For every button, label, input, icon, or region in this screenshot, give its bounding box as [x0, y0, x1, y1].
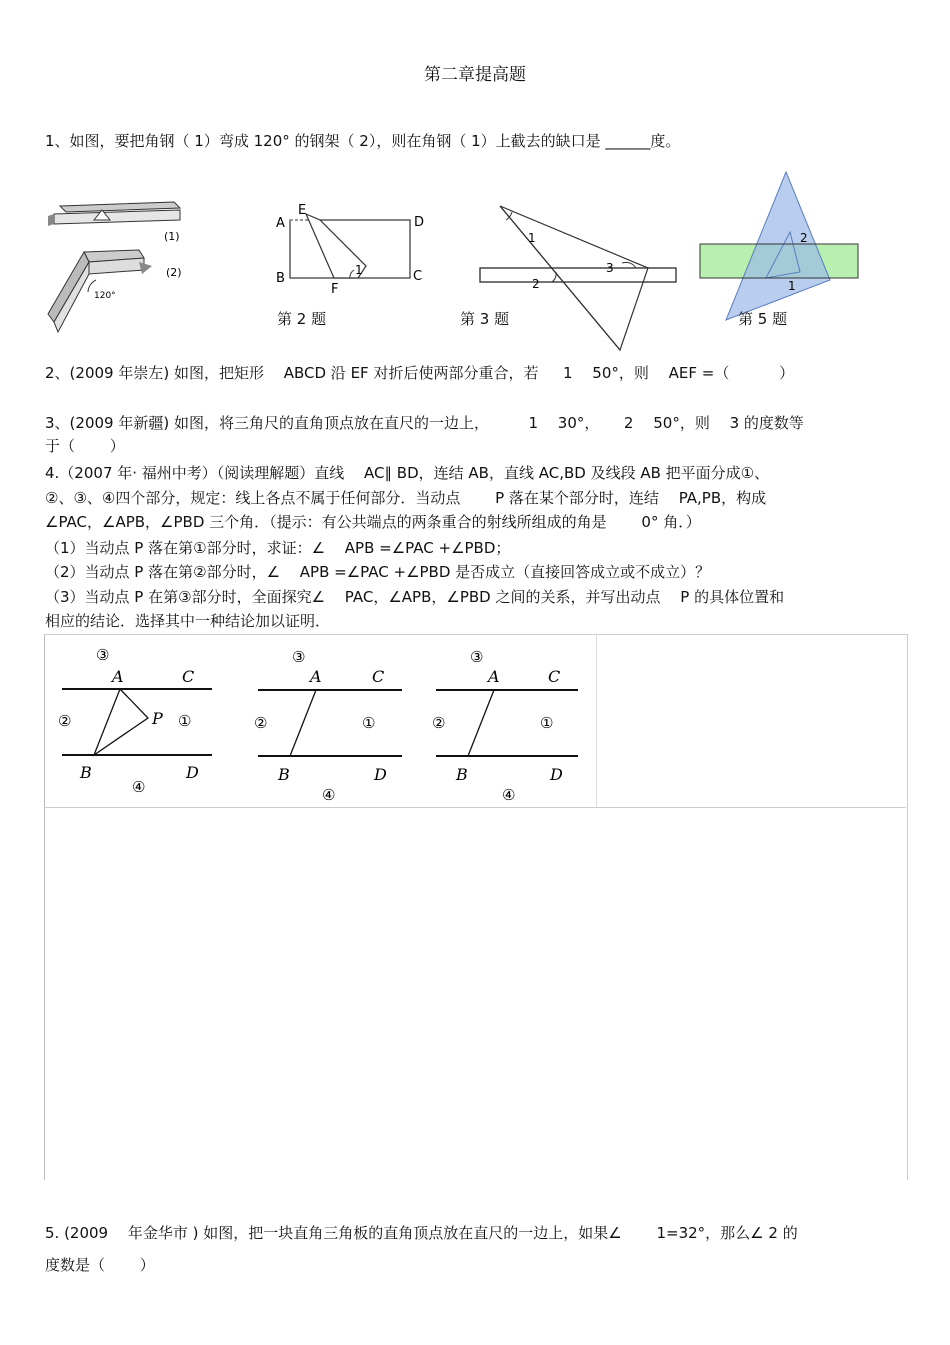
question-4-sub-1: （1）当动点 P 落在第①部分时，求证：∠ APB =∠PAC +∠PBD； — [45, 539, 511, 557]
question-4-line-2: ②、③、④四个部分，规定：线上各点不属于任何部分．当动点 P 落在某个部分时，连结 PA,PB，构成 — [45, 489, 767, 507]
answer-box-divider — [44, 807, 906, 808]
fig2-caption: 第 2 题 — [277, 310, 327, 328]
fig5-caption: 第 5 题 — [738, 310, 788, 328]
fig2-F: F — [331, 282, 339, 297]
question-4-sub-3b: 相应的结论．选择其中一种结论加以证明． — [45, 612, 331, 630]
question-5-line-1: 5. (2009 年金华市 ) 如图，把一块直角三角板的直角顶点放在直尺的一边上，如果∠ 1=32°，那么∠ 2 的 — [45, 1224, 798, 1242]
fig2-A: A — [276, 216, 285, 231]
fig3-angle-2: 2 — [532, 277, 540, 291]
fig4b-A: A — [310, 667, 322, 686]
fig4c-region-3: ③ — [470, 648, 484, 666]
fig4a-A: A — [112, 667, 124, 686]
fig2-E: E — [298, 203, 307, 218]
question-1: 1、如图，要把角钢（ 1）弯成 120° 的钢架（ 2），则在角钢（ 1）上截去的缺口是 ______度。 — [45, 132, 681, 150]
fig4b-C: C — [372, 667, 385, 686]
fig3-caption: 第 3 题 — [460, 310, 510, 328]
figure-4a-region-1 — [52, 640, 222, 800]
fig4c-C: C — [548, 667, 561, 686]
figure-3-triangle-ruler — [476, 200, 686, 355]
fig4a-region-1: ① — [178, 712, 192, 730]
fig3-angle-3: 3 — [606, 261, 614, 275]
fig4a-region-2: ② — [58, 712, 72, 730]
fig4c-region-1: ① — [540, 714, 554, 732]
fig4c-region-2: ② — [432, 714, 446, 732]
question-4-sub-2: （2）当动点 P 落在第②部分时，∠ APB =∠PAC +∠PBD 是否成立（直接回答成立或不成立）？ — [45, 563, 711, 581]
fig4a-region-4: ④ — [132, 778, 146, 796]
fig4b-region-2: ② — [254, 714, 268, 732]
fig2-B: B — [276, 271, 285, 286]
fig4a-B: B — [80, 763, 92, 782]
fig2-D: D — [414, 215, 425, 230]
fig4a-C: C — [182, 667, 195, 686]
figure-cell-divider — [596, 634, 597, 807]
fig4c-A: A — [488, 667, 500, 686]
fig5-angle-1: 1 — [788, 279, 796, 293]
fig1-label-2: (2) — [166, 266, 182, 279]
fig4b-region-4: ④ — [322, 786, 336, 804]
fig3-angle-1: 1 — [528, 231, 536, 245]
page-title: 第二章提高题 — [424, 65, 526, 85]
figure-1-angle-steel — [44, 192, 194, 337]
figure-2-folded-rectangle — [270, 200, 440, 300]
fig4a-P: P — [152, 709, 163, 728]
fig4c-region-4: ④ — [502, 786, 516, 804]
question-5-line-2: 度数是（ ） — [45, 1256, 155, 1274]
fig4c-D: D — [550, 765, 563, 784]
fig2-C: C — [413, 269, 423, 284]
question-4-sub-3a: （3）当动点 P 在第③部分时，全面探究∠ PAC，∠APB，∠PBD 之间的关系，并写出动点 P 的具体位置和 — [45, 588, 785, 606]
fig4a-D: D — [186, 763, 199, 782]
fig1-angle: 120° — [94, 291, 116, 301]
question-4-line-1: 4.（2007 年· 福州中考）（阅读理解题）直线 AC∥ BD，连结 AB，直线 AC,BD 及线段 AB 把平面分成①、 — [45, 464, 770, 482]
fig4b-region-1: ① — [362, 714, 376, 732]
figure-4c-region-3 — [430, 640, 590, 806]
figure-5-triangle-board — [696, 168, 862, 324]
fig5-angle-2: 2 — [800, 231, 808, 245]
question-2: 2、(2009 年崇左) 如图，把矩形 ABCD 沿 EF 对折后使两部分重合，若 1 50°，则 AEF =（ ） — [45, 364, 795, 382]
figure-4b-region-2 — [252, 640, 412, 806]
fig4b-region-3: ③ — [292, 648, 306, 666]
question-4-line-3: ∠PAC，∠APB，∠PBD 三个角．（提示：有公共端点的两条重合的射线所组成的角是 0° 角．） — [45, 513, 701, 531]
question-3-line-1: 3、(2009 年新疆) 如图，将三角尺的直角顶点放在直尺的一边上， 1 30°， 2 50°，则 3 的度数等 — [45, 414, 804, 432]
fig2-angle-1: 1 — [355, 263, 363, 277]
fig4b-B: B — [278, 765, 290, 784]
fig4b-D: D — [374, 765, 387, 784]
fig1-label-1: (1) — [164, 230, 180, 243]
fig4c-B: B — [456, 765, 468, 784]
question-3-line-2: 于（ ） — [45, 437, 125, 455]
fig4a-region-3: ③ — [96, 646, 110, 664]
